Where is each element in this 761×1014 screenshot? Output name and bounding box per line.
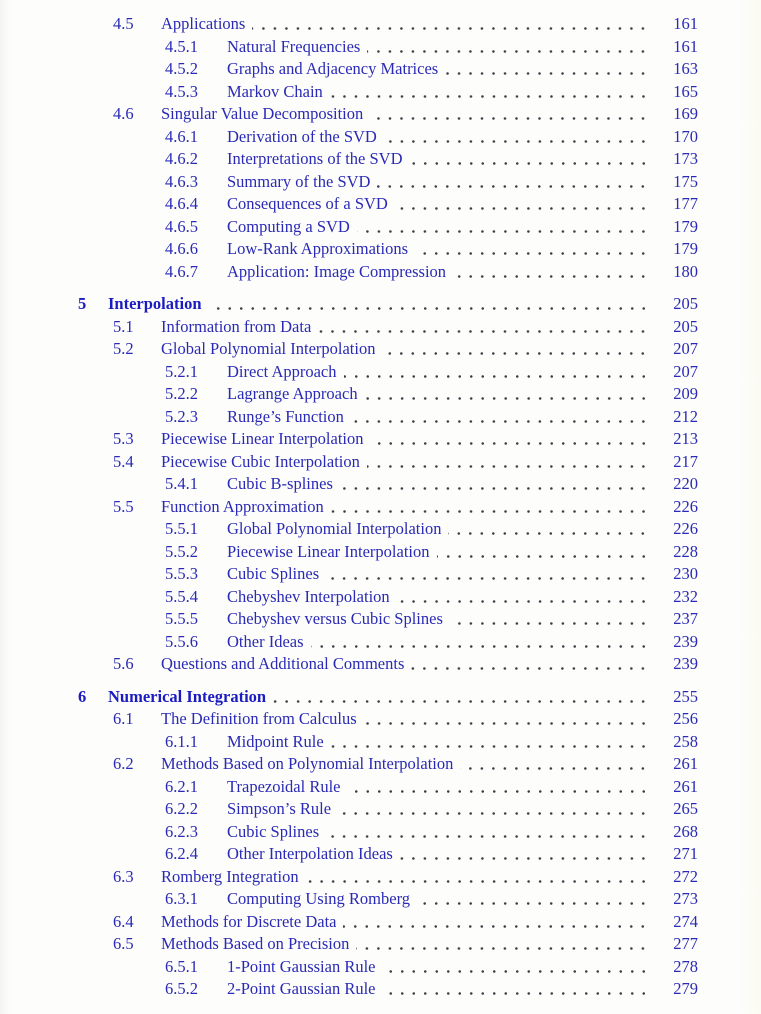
toc-entry-title: Computing Using Romberg [227,889,411,908]
dot-leader [326,563,649,586]
toc-entry-title: Numerical Integration [108,686,267,706]
toc-entry-page: 220 [673,474,698,493]
toc-entry-page: 163 [673,59,698,78]
dot-leader [367,36,649,59]
toc-entry[interactable] [0,496,698,519]
toc-entry-title: Chebyshev versus Cubic Splines [227,609,443,628]
dot-leader [460,753,649,776]
dot-leader [411,653,649,676]
toc-entry-page: 205 [673,294,698,313]
toc-entry-number: 6.2.3 [165,821,198,841]
toc-entry[interactable] [0,451,698,474]
toc-entry-page: 180 [673,261,698,281]
toc-entry-title: 2-Point Gaussian Rule [227,979,376,998]
toc-entry[interactable] [0,473,698,496]
toc-entry-title: Interpretations of the SVD [227,149,403,168]
toc-entry-page: 165 [673,81,698,101]
toc-entry-number: 6.3.1 [165,889,198,908]
toc-entry-title: Methods Based on Precision [161,934,350,953]
dot-leader [209,293,649,316]
toc-entry[interactable] [0,541,698,564]
toc-entry-title: Cubic Splines [227,564,320,583]
toc-entry[interactable] [0,843,698,866]
toc-entry[interactable] [0,933,698,956]
dot-leader [400,843,649,866]
toc-entry-title: Consequences of a SVD [227,194,388,213]
toc-entry[interactable] [0,731,698,754]
toc-entry[interactable] [0,193,698,216]
toc-entry-title: Lagrange Approach [227,384,358,403]
toc-entry-page: 205 [673,316,698,336]
toc-entry-title: 1-Point Gaussian Rule [227,956,376,976]
toc-entry[interactable] [0,911,698,934]
toc-entry-number: 5.5.2 [165,541,198,561]
toc-entry[interactable] [0,126,698,149]
toc-entry-page: 279 [673,979,698,998]
toc-entry-title: Trapezoidal Rule [227,776,341,796]
dot-leader [338,798,649,821]
toc-entry-title: Graphs and Adjacency Matrices [227,59,439,78]
dot-leader [326,821,649,844]
toc-entry-number: 5.6 [113,654,134,673]
toc-entry-page: 278 [673,956,698,976]
toc-entry[interactable] [0,821,698,844]
toc-entry[interactable] [0,58,698,81]
toc-entry-number: 5.4 [113,451,134,471]
dot-leader [371,428,649,451]
toc-entry-title: Piecewise Linear Interpolation [227,541,430,561]
dot-leader [382,338,649,361]
toc-entry[interactable] [0,383,698,406]
toc-entry-number: 4.6 [113,104,134,123]
toc-entry-title: Low-Rank Approximations [227,239,409,258]
dot-leader [356,933,649,956]
dot-leader [415,238,649,261]
toc-entry[interactable] [0,36,698,59]
toc-entry-page: 207 [673,339,698,358]
toc-entry-number: 6.3 [113,866,134,886]
toc-entry-title: Other Ideas [227,631,304,651]
toc-entry-page: 226 [673,496,698,516]
toc-entry-page: 175 [673,171,698,191]
toc-entry-page: 239 [673,631,698,651]
toc-entry-page: 277 [673,934,698,953]
toc-entry-title: Methods for Discrete Data [161,911,337,931]
toc-entry-title: Piecewise Cubic Interpolation [161,451,360,471]
toc-entry-title: Midpoint Rule [227,731,324,751]
toc-entry[interactable] [0,608,698,631]
toc-entry-title: Piecewise Linear Interpolation [161,429,364,448]
toc-entry-number: 5.5.1 [165,519,198,538]
toc-entry-title: Runge’s Function [227,406,344,426]
toc-entry[interactable] [0,148,698,171]
toc-entry-page: 213 [673,429,698,448]
toc-entry-page: 272 [673,866,698,886]
toc-entry[interactable] [0,708,698,731]
toc-entry-title: Natural Frequencies [227,36,361,56]
dot-leader [343,911,649,934]
toc-entry-number: 5.2.2 [165,384,198,403]
dot-leader [453,261,649,284]
toc-entry-number: 4.6.2 [165,149,198,168]
toc-entry-page: 179 [673,239,698,258]
toc-entry[interactable] [0,338,698,361]
toc-entry-title: Function Approximation [161,496,324,516]
toc-entry-page: 161 [673,36,698,56]
toc-entry[interactable] [0,293,698,316]
toc-entry-page: 273 [673,889,698,908]
dot-leader [417,888,649,911]
toc-entry-title: Methods Based on Polynomial Interpolation [161,754,454,773]
toc-entry-page: 161 [673,14,698,33]
toc-entry-number: 6 [78,686,87,706]
toc-entry-number: 5.2 [113,339,134,358]
toc-entry-page: 226 [673,519,698,538]
dot-leader [331,496,649,519]
toc-entry-title: Romberg Integration [161,866,299,886]
toc-entry-title: Computing a SVD [227,216,350,236]
toc-entry-title: Derivation of the SVD [227,126,377,146]
toc-entry[interactable] [0,888,698,911]
toc-entry[interactable] [0,171,698,194]
toc-entry-number: 5.5.5 [165,609,198,628]
dot-leader [340,473,649,496]
toc-entry-number: 4.5.1 [165,36,198,56]
toc-entry-number: 6.2.4 [165,844,198,863]
toc-entry-number: 6.5.1 [165,956,198,976]
toc-entry-page: 261 [673,754,698,773]
toc-entry-page: 179 [673,216,698,236]
dot-leader [351,406,649,429]
dot-leader [331,731,649,754]
toc-entry-title: Cubic Splines [227,821,320,841]
toc-entry-number: 5.1 [113,316,134,336]
toc-entry-title: Simpson’s Rule [227,799,332,818]
toc-entry-page: 230 [673,564,698,583]
dot-leader [383,956,650,979]
toc-entry-title: Global Polynomial Interpolation [161,339,376,358]
toc-entry-page: 169 [673,104,698,123]
toc-entry-page: 212 [673,406,698,426]
toc-entry[interactable] [0,261,698,284]
toc-entry-title: Questions and Additional Comments [161,654,405,673]
toc-entry[interactable] [0,103,698,126]
toc-entry[interactable] [0,81,698,104]
toc-entry-number: 5.2.1 [165,361,198,381]
dot-leader [318,316,649,339]
toc-entry-number: 5.5.4 [165,586,198,606]
toc-entry-number: 4.6.6 [165,239,198,258]
toc-entry-page: 173 [673,149,698,168]
toc-entry[interactable] [0,586,698,609]
toc-entry-title: Other Interpolation Ideas [227,844,393,863]
dot-leader [377,171,649,194]
dot-leader [448,518,649,541]
toc-entry-number: 4.6.3 [165,171,198,191]
dot-leader [330,81,649,104]
toc-entry-page: 265 [673,799,698,818]
toc-entry-number: 6.2.2 [165,799,198,818]
toc-entry-page: 170 [673,126,698,146]
toc-entry[interactable] [0,753,698,776]
toc-entry[interactable] [0,978,698,1001]
toc-entry[interactable] [0,798,698,821]
toc-entry-title: Information from Data [161,316,312,336]
dot-leader [311,631,649,654]
dot-leader [370,103,649,126]
dot-leader [273,686,649,709]
dot-leader [344,361,650,384]
toc-entry-number: 4.5.2 [165,59,198,78]
toc-entry-number: 6.1.1 [165,731,198,751]
toc-entry-page: 258 [673,731,698,751]
toc-entry[interactable] [0,518,698,541]
toc-entry-number: 5.3 [113,429,134,448]
toc-entry-number: 4.6.7 [165,261,198,281]
dot-leader [365,383,649,406]
toc-entry[interactable] [0,776,698,799]
toc-entry-number: 6.2 [113,754,134,773]
toc-entry-page: 239 [673,654,698,673]
dot-leader [397,586,649,609]
toc-entry[interactable] [0,653,698,676]
toc-entry[interactable] [0,361,698,384]
toc-entry-number: 6.1 [113,709,134,728]
toc-entry-title: Applications [161,14,246,33]
toc-entry-page: 268 [673,821,698,841]
dot-leader [383,978,650,1001]
toc-entry-page: 209 [673,384,698,403]
toc-entry-title: Cubic B-splines [227,474,333,493]
toc-entry-number: 6.5.2 [165,979,198,998]
dot-leader [437,541,649,564]
toc-entry-number: 5.5.6 [165,631,198,651]
toc-entry-number: 5 [78,294,87,313]
dot-leader [410,148,650,171]
toc-entry-title: Summary of the SVD [227,171,371,191]
toc-entry[interactable] [0,406,698,429]
dot-leader [357,216,649,239]
dot-leader [364,708,649,731]
toc-entry-number: 4.5 [113,14,134,33]
toc-entry-title: Direct Approach [227,361,337,381]
dot-leader [445,58,649,81]
toc-entry[interactable] [0,13,698,36]
toc-entry-number: 4.6.5 [165,216,198,236]
toc-entry-number: 6.4 [113,911,134,931]
toc-entry-title: Chebyshev Interpolation [227,586,390,606]
dot-leader [384,126,649,149]
dot-leader [367,451,649,474]
toc-entry-page: 261 [673,776,698,796]
toc-entry-number: 4.6.4 [165,194,198,213]
toc-entry-number: 4.6.1 [165,126,198,146]
toc-entry-title: The Definition from Calculus [161,709,357,728]
dot-leader [306,866,649,889]
toc-entry[interactable] [0,631,698,654]
toc-entry[interactable] [0,866,698,889]
toc-entry-page: 237 [673,609,698,628]
toc-entry-number: 6.2.1 [165,776,198,796]
toc-entry-page: 228 [673,541,698,561]
toc-entry-page: 217 [673,451,698,471]
toc-entry-page: 207 [673,361,698,381]
dot-leader [348,776,650,799]
toc-entry-number: 5.4.1 [165,474,198,493]
toc-entry-page: 271 [673,844,698,863]
dot-leader [395,193,649,216]
toc-entry-title: Markov Chain [227,81,323,101]
toc-entry[interactable] [0,956,698,979]
toc-entry-number: 4.5.3 [165,81,198,101]
toc-entry-number: 5.2.3 [165,406,198,426]
toc-entry[interactable] [0,686,698,709]
toc-entry-title: Singular Value Decomposition [161,104,364,123]
toc-entry[interactable] [0,428,698,451]
dot-leader [450,608,649,631]
toc-entry-number: 6.5 [113,934,134,953]
toc-entry-page: 274 [673,911,698,931]
toc-entry-title: Interpolation [108,294,202,313]
toc-entry-page: 232 [673,586,698,606]
toc-entry[interactable] [0,316,698,339]
dot-leader [252,13,649,36]
toc-entry-page: 256 [673,709,698,728]
toc-entry-page: 255 [673,686,698,706]
toc-entry[interactable] [0,563,698,586]
toc-entry-number: 5.5.3 [165,564,198,583]
toc-entry-title: Global Polynomial Interpolation [227,519,442,538]
toc-entry[interactable] [0,238,698,261]
toc-entry[interactable] [0,216,698,239]
toc-entry-number: 5.5 [113,496,134,516]
toc-entry-page: 177 [673,194,698,213]
toc-entry-title: Application: Image Compression [227,261,447,281]
